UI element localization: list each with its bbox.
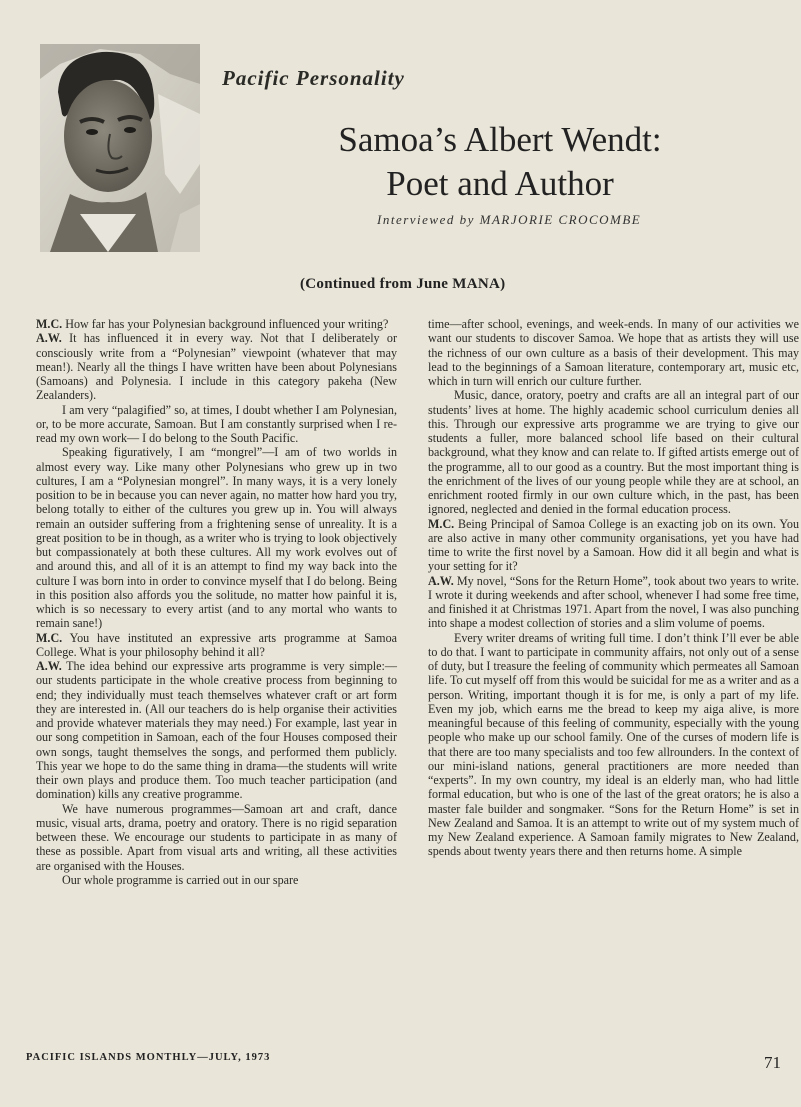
article-paragraph	[36, 631, 397, 660]
paragraph-text: I am very “palagified” so, at times, I doubt whether I am Polynesian, or, to be more accurate, Samoan. But I am constantly surprised when I re-read my own work— I do belong to the South Pacific.	[36, 402, 397, 445]
article-paragraph	[36, 802, 397, 873]
article-paragraph	[36, 403, 397, 446]
article-column-left	[36, 317, 397, 887]
paragraph-text: My novel, “Sons for the Return Home”, took about two years to write. I wrote it during weekends and after school, whenever I had some free time, and finished it at Christmas 1971. Apart from the novel, I was also punching into shape a modest collection of stories and a slim volume of poems.	[428, 573, 799, 631]
paragraph-text: How far has your Polynesian background influenced your writing?	[62, 317, 389, 331]
portrait-image	[40, 44, 200, 252]
paragraph-text: You have instituted an expressive arts programme at Samoa College. What is your philosophy behind it all?	[36, 630, 397, 659]
speaker-initials: M.C.	[36, 630, 63, 645]
paragraph-text: Our whole programme is carried out in our spare	[62, 872, 299, 887]
article-paragraph	[428, 517, 799, 574]
article-paragraph	[428, 317, 799, 388]
author-portrait-photo	[40, 44, 200, 252]
speaker-initials: A.W.	[36, 659, 62, 673]
continued-note: (Continued from June MANA)	[300, 276, 506, 292]
article-paragraph	[428, 388, 799, 516]
article-paragraph	[36, 331, 397, 402]
article-paragraph	[428, 574, 799, 631]
paragraph-text: Music, dance, oratory, poetry and crafts are all an integral part of our students’ lives at home. The highly academic school curriculum denies all this. Through our expressive arts programme we are trying to give our students a fuller, more balanced school life based on their cultural background, what they know and can relate to. If gifted artists emerge out of the programme, all to our good as a country. But the most important thing is the enrichment of the lives of our young people while they are at school, an enrichment rooted firmly in our own culture which, in the past, has been ignored, neglected and denied in the formal education process.	[428, 388, 799, 517]
article-column-right	[428, 317, 799, 859]
article-paragraph	[36, 317, 397, 331]
section-kicker: Pacific Personality	[222, 66, 405, 90]
paragraph-text: Every writer dreams of writing full time. I don’t think I’ll ever be able to do that. I want to participate in community affairs, not only out of a sense of duty, but I treasure the feeling of community which permeates all Samoan life. To cut myself off from this would be suicidal for me as a writer and as a person. Writing, important though it is for me, is only a part of my life. Even my job, which earns me the bread to keep my aiga alive, is more meaningful because of this feeling of community, especially with the young people who make up our school family. One of the curses of modern life is that there are too many specialists and too few allrounders. In the context of our mini-island nations, general practitioners are more needed than “experts”. In my own country, my ideal is an elderly man, who had little formal education, but who is one of the last of the great orators; he is also a master fale builder and songmaker. “Sons for the Return Home” is set in New Zealand and Samoa. It is an attempt to write out of my system much of my New Zealand experience. A Samoan family migrates to New Zealand, spends about twenty years there and then returns home. A simple	[428, 630, 799, 859]
headline-line-2: Poet and Author	[386, 164, 614, 203]
paragraph-text: We have numerous programmes—Samoan art and craft, dance music, visual arts, drama, poetry and oratory. There is no rigid separation between these. We encourage our students to participate in as many of these as possible. Apart from visual arts and writing, all these activities are organised with the Houses.	[36, 801, 397, 873]
speaker-initials: M.C.	[428, 516, 455, 531]
paragraph-text: It has influenced it in every way. Not that I deliberately or consciously write from a “Polynesian” viewpoint (whatever that may mean!). Nearly all the things I have written have been about Polynesians (Samoans) and Polynesia. I include in this category pakeha (New Zealanders).	[36, 331, 397, 403]
speaker-initials: A.W.	[428, 573, 454, 588]
paragraph-text: The idea behind our expressive arts programme is very simple:—our students participate in the whole creative process from beginning to end; they individually must teach themselves whatever craft or art form they are interested in. (All our teachers do is help organise their activities and provide whatever materials they may need.) For example, last year in our song competition in Samoan, each of the four Houses composed their own songs, taught themselves the songs, and performed them publicly. This year we hope to do the same thing in drama—the students will write their own plays and produce them. Too much teacher participation (and domination) kills any creative programme.	[36, 659, 397, 802]
speaker-initials: A.W.	[36, 331, 62, 346]
article-paragraph	[36, 659, 397, 802]
byline: Interviewed by MARJORIE CROCOMBE	[377, 212, 642, 227]
article-paragraph	[36, 445, 397, 630]
article-paragraph	[36, 873, 397, 887]
page-number: 71	[764, 1053, 781, 1072]
article-paragraph	[428, 631, 799, 859]
headline-line-1: Samoa’s Albert Wendt:	[338, 120, 662, 159]
paragraph-text: time—after school, evenings, and week-ends. In many of our activities we want our students to discover Samoa. We hope that as artists they will use the richness of our own culture as a basis of their development. This may lead to the beginnings of a Samoan literature, contemporary art, music etc, which in turn will enrich our culture further.	[428, 317, 799, 388]
paragraph-text: Being Principal of Samoa College is an exacting job on its own. You are also active in many other community organisations, yet you have had time to write the first novel by a Samoan. How did it all begin and what is your setting for it?	[428, 516, 799, 574]
article-headline	[300, 118, 700, 206]
paragraph-text: Speaking figuratively, I am “mongrel”—I am of two worlds in almost every way. Like many other Polynesians who grew up in two cultures, I am a “Polynesian mongrel”. In many ways, it is a very lonely position to be in because you can never again, no matter how hard you try, belong totally to either of the cultures you grew up in. You will always remain an outsider suffering from a frightening sense of unreality. It is a great position to be in though, as a writer who is trying to look objectively but compassionately at both these cultures. All my work evolves out of and around this, and all of it is an attempt to find my way back into the culture I was born into in order to convince myself that I do belong. Being in this position also affords you the solitude, no matter how painful it is, which is so necessary to every artist (and to any mortal who wants to remain sane!)	[36, 445, 397, 631]
publication-footer: PACIFIC ISLANDS MONTHLY—JULY, 1973	[26, 1052, 271, 1063]
speaker-initials: M.C.	[36, 317, 63, 331]
